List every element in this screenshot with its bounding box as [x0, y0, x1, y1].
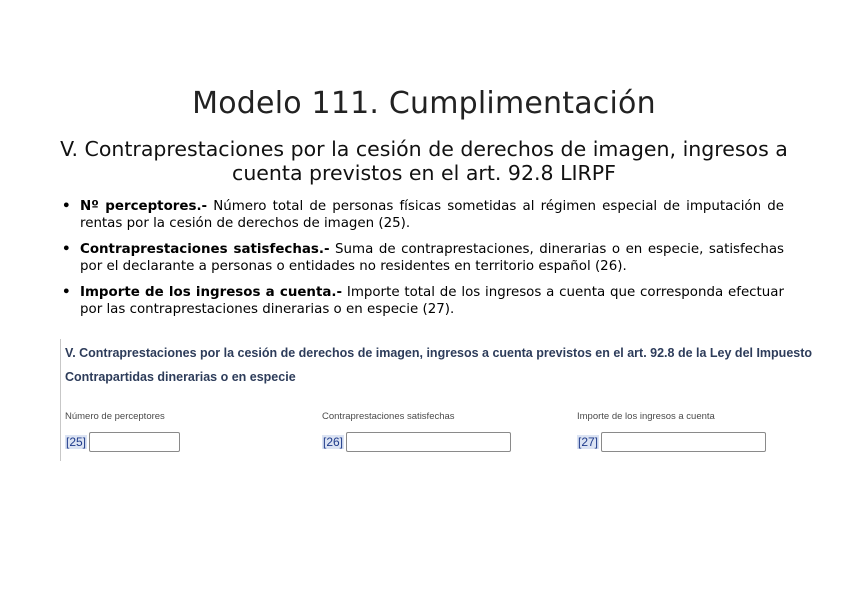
form-section-title: V. Contraprestaciones por la cesión de derechos de imagen, ingresos a cuenta previstos en el art. 92.8 de la Ley del Impuesto: [65, 346, 813, 360]
field-label: Importe de los ingresos a cuenta: [577, 411, 715, 422]
form-subtitle: Contrapartidas dinerarias o en especie: [65, 370, 296, 384]
bullet-item-contraprestaciones: [60, 241, 784, 275]
bullet-item-importe: [60, 284, 784, 318]
field-numero-perceptores: [65, 411, 180, 452]
bullet-text: Suma de contraprestaciones, dinerarias o en especie, satisfechas por el declarante a personas o entidades no residentes en territorio español (26).: [80, 242, 784, 274]
bullet-term: Contraprestaciones satisfechas.-: [80, 242, 330, 257]
field-code: [27]: [578, 435, 599, 449]
contraprestaciones-input[interactable]: [346, 432, 511, 452]
field-code: [26]: [323, 435, 344, 449]
field-contraprestaciones: [322, 411, 511, 452]
field-importe-ingresos: [577, 411, 766, 452]
bullet-text: Importe total de los ingresos a cuenta que corresponda efectuar por las contraprestaciones dinerarias o en especie (27).: [80, 285, 784, 317]
field-label: Número de perceptores: [65, 411, 165, 422]
form-panel: [60, 339, 813, 461]
bullet-term: Importe de los ingresos a cuenta.-: [80, 285, 343, 300]
bullet-term: Nº perceptores.-: [80, 199, 208, 214]
numero-perceptores-input[interactable]: [89, 432, 180, 452]
field-code: [25]: [66, 435, 87, 449]
slide-title: Modelo 111. Cumplimentación: [192, 86, 656, 121]
field-label: Contraprestaciones satisfechas: [322, 411, 455, 422]
bullet-item-perceptores: [60, 198, 784, 232]
bullet-list: [60, 198, 784, 327]
importe-ingresos-input[interactable]: [601, 432, 766, 452]
bullet-icon: •: [62, 285, 71, 300]
bullet-icon: •: [62, 242, 71, 257]
bullet-icon: •: [62, 199, 71, 214]
slide-subtitle: V. Contraprestaciones por la cesión de derechos de imagen, ingresos a cuenta previstos en el art. 92.8 LIRPF: [60, 137, 788, 185]
bullet-text: Número total de personas físicas sometidas al régimen especial de imputación de rentas por la cesión de derechos de imagen (25).: [80, 199, 784, 231]
